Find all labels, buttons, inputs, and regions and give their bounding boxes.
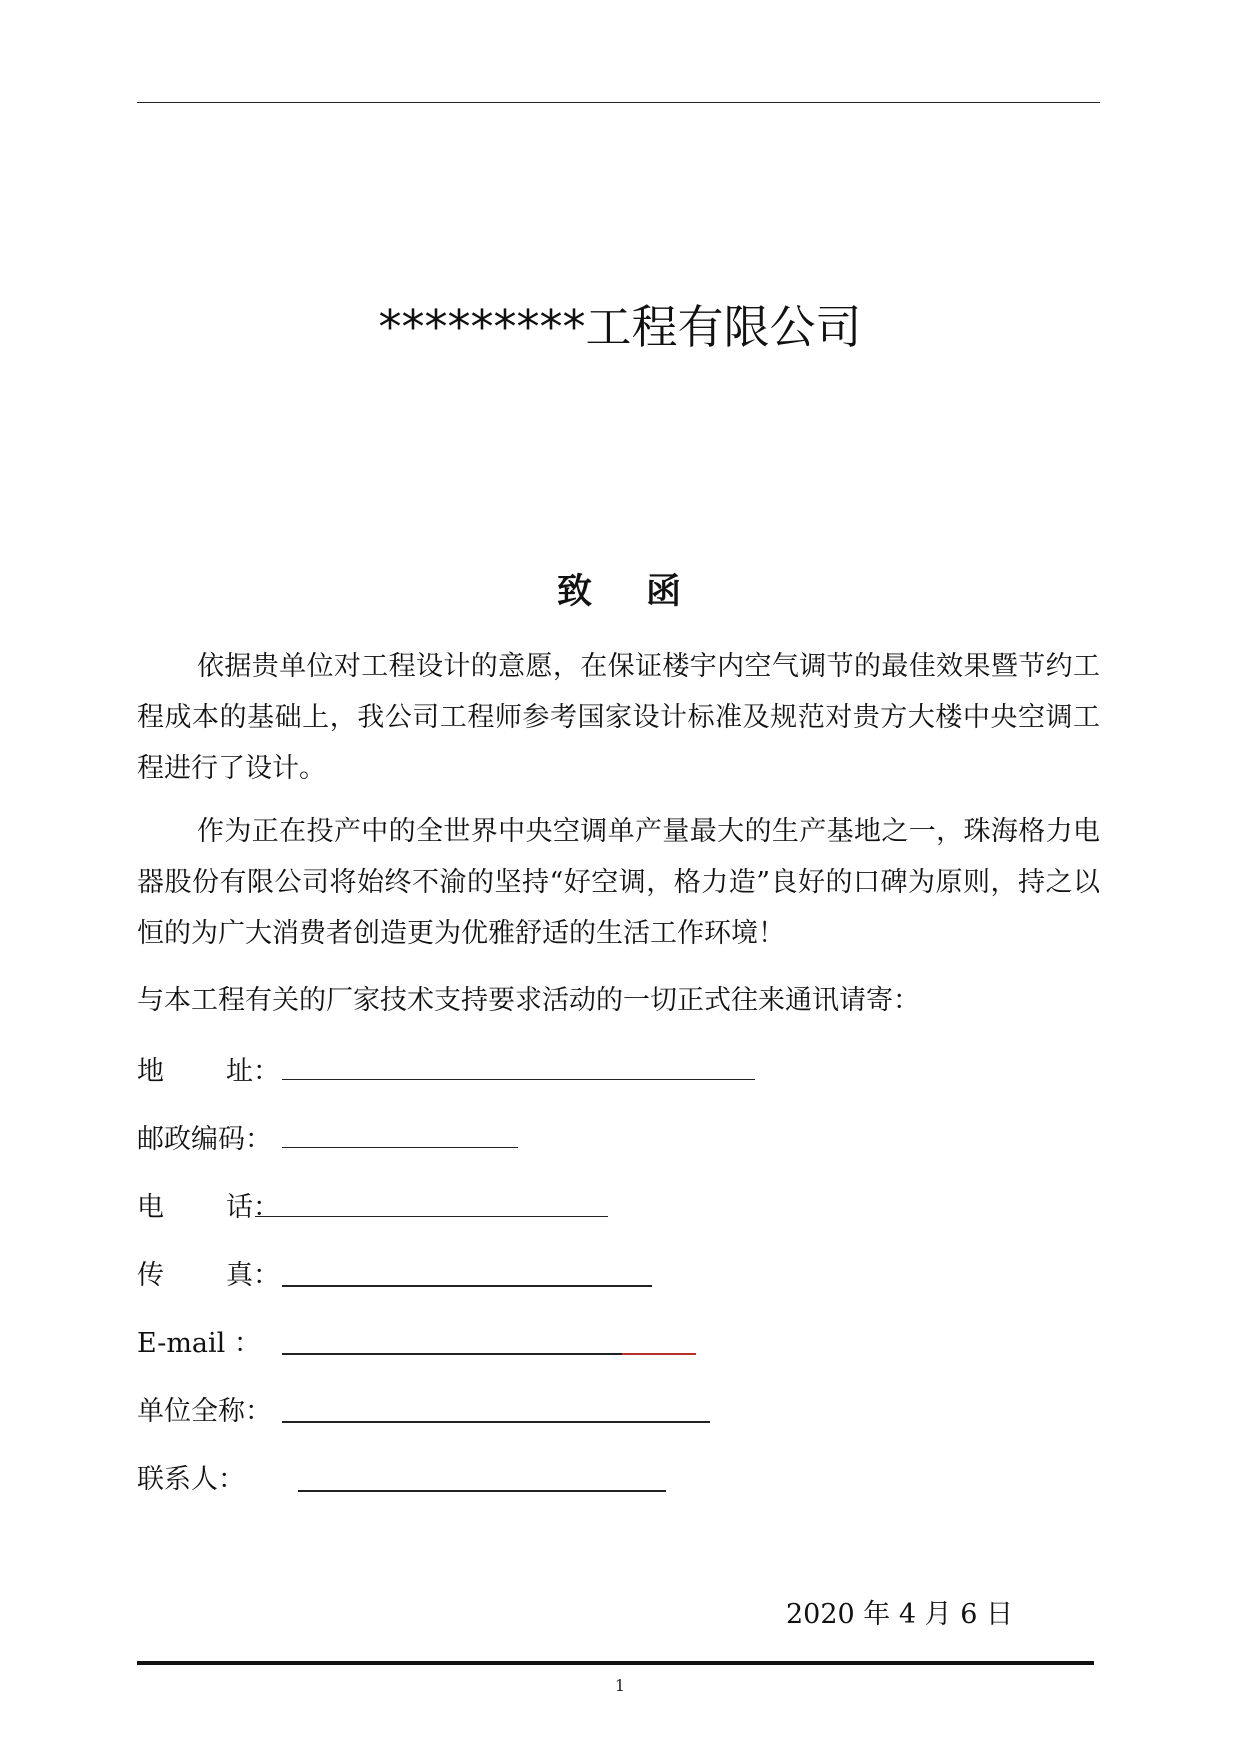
postcode-label: 邮政编码：	[137, 1124, 272, 1155]
unit-name-label: 单位全称：	[137, 1396, 272, 1427]
phone-label	[137, 1183, 280, 1233]
address-blank-line	[282, 1079, 755, 1080]
contact-blank-line	[298, 1490, 666, 1492]
address-label	[137, 1047, 280, 1097]
fax-blank-line	[282, 1285, 652, 1287]
header-rule	[137, 102, 1100, 103]
title-char-1: 致	[556, 572, 594, 612]
email-blank-line	[282, 1353, 622, 1355]
phone-blank-line	[255, 1216, 608, 1217]
page-number: 1	[614, 1676, 626, 1695]
phone-label-char2: 话：	[226, 1192, 280, 1223]
contact-label: 联系人：	[137, 1464, 245, 1495]
contact-intro: 与本工程有关的厂家技术支持要求活动的一切正式往来通讯请寄：	[137, 985, 920, 1016]
company-name: *********工程有限公司	[378, 300, 862, 354]
title-char-2: 函	[646, 572, 684, 612]
footer-rule	[137, 1661, 1094, 1665]
letter-title	[0, 562, 1240, 622]
body-paragraph-1: 依据贵单位对工程设计的意愿，在保证楼宇内空气调节的最佳效果暨节约工程成本的基础上，我公司工程师参考国家设计标准及规范对贵方大楼中央空调工程进行了设计。	[137, 651, 1100, 784]
unit-name-blank-line	[282, 1421, 710, 1423]
address-label-char1: 地	[137, 1056, 164, 1087]
phone-label-char1: 电	[137, 1192, 164, 1223]
letter-date: 2020 年 4 月 6 日	[786, 1599, 1013, 1630]
email-label: E-mail ：	[137, 1328, 261, 1359]
body-paragraph-2: 作为正在投产中的全世界中央空调单产量最大的生产基地之一，珠海格力电器股份有限公司将始终不渝的坚持“好空调，格力造”良好的口碑为原则，持之以恒的为广大消费者创造更为优雅舒适的生活工作环境！	[137, 816, 1100, 949]
email-blank-line-red	[622, 1353, 696, 1355]
fax-label	[137, 1251, 280, 1301]
fax-label-char2: 真：	[226, 1260, 280, 1291]
postcode-blank-line	[282, 1147, 518, 1148]
address-label-char2: 址：	[226, 1056, 280, 1087]
fax-label-char1: 传	[137, 1260, 164, 1291]
